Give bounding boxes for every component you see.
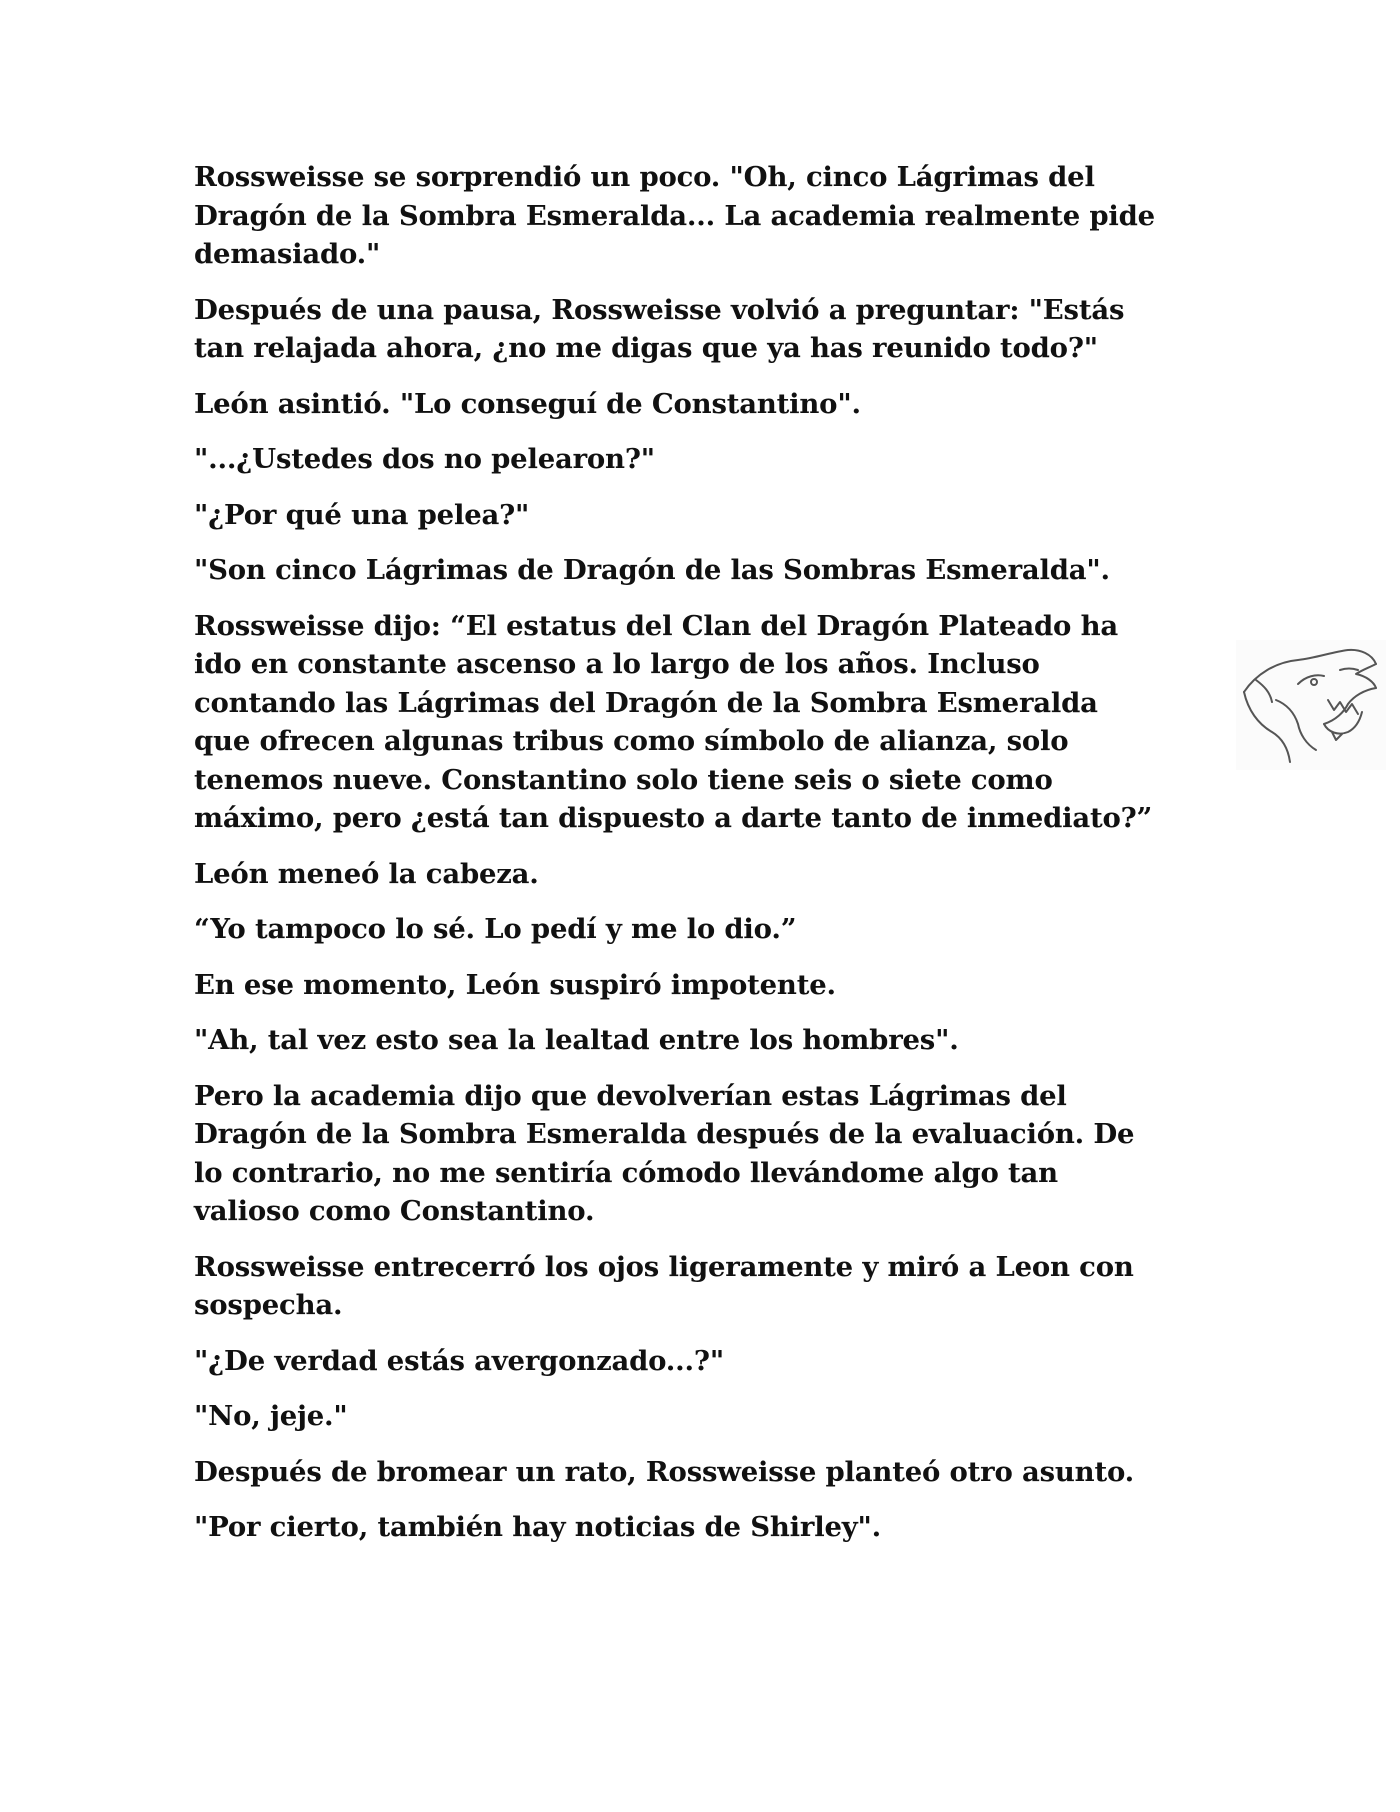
paragraph: Rossweisse se sorprendió un poco. "Oh, cinco Lágrimas del Dragón de la Sombra Esmeralda... La academia realmente pide demasiado.": [194, 161, 1155, 270]
paragraph: Después de una pausa, Rossweisse volvió a preguntar: "Estás tan relajada ahora, ¿no me digas que ya has reunido todo?": [194, 293, 1125, 364]
paragraph: Pero la academia dijo que devolverían estas Lágrimas del Dragón de la Sombra Esmeralda después de la evaluación. De lo contrario, no me sentiría cómodo llevándome algo tan valioso como Constantino.: [194, 1079, 1135, 1227]
paragraph: "Por cierto, también hay noticias de Shirley".: [194, 1511, 882, 1543]
story-text: [194, 158, 1234, 1564]
dragon-head-sketch-icon: [1236, 640, 1386, 770]
paragraph: "¿Por qué una pelea?": [194, 498, 530, 531]
paragraph: "No, jeje.": [194, 1400, 348, 1432]
paragraph: Rossweisse entrecerró los ojos ligeramente y miró a Leon con sospecha.: [194, 1250, 1134, 1321]
paragraph: "...¿Ustedes dos no pelearon?": [194, 443, 655, 475]
paragraph: León meneó la cabeza.: [194, 857, 539, 890]
paragraph: "¿De verdad estás avergonzado...?": [194, 1344, 724, 1377]
paragraph: Después de bromear un rato, Rossweisse planteó otro asunto.: [194, 1455, 1134, 1488]
paragraph: “Yo tampoco lo sé. Lo pedí y me lo dio.”: [194, 913, 797, 945]
paragraph: "Ah, tal vez esto sea la lealtad entre los hombres".: [194, 1024, 959, 1056]
paragraph: "Son cinco Lágrimas de Dragón de las Sombras Esmeralda".: [194, 554, 1110, 586]
paragraph: En ese momento, León suspiró impotente.: [194, 968, 836, 1001]
paragraph: León asintió. "Lo conseguí de Constantino".: [194, 387, 861, 420]
paragraph: Rossweisse dijo: “El estatus del Clan del Dragón Plateado ha ido en constante ascenso a lo largo de los años. Incluso contando las Lágrimas del Dragón de la Sombra Esmeralda que ofrecen algunas tribus como símbolo de alianza, solo tenemos nueve. Constantino solo tiene seis o siete como máximo, pero ¿está tan dispuesto a darte tanto de inmediato?”: [194, 609, 1153, 834]
